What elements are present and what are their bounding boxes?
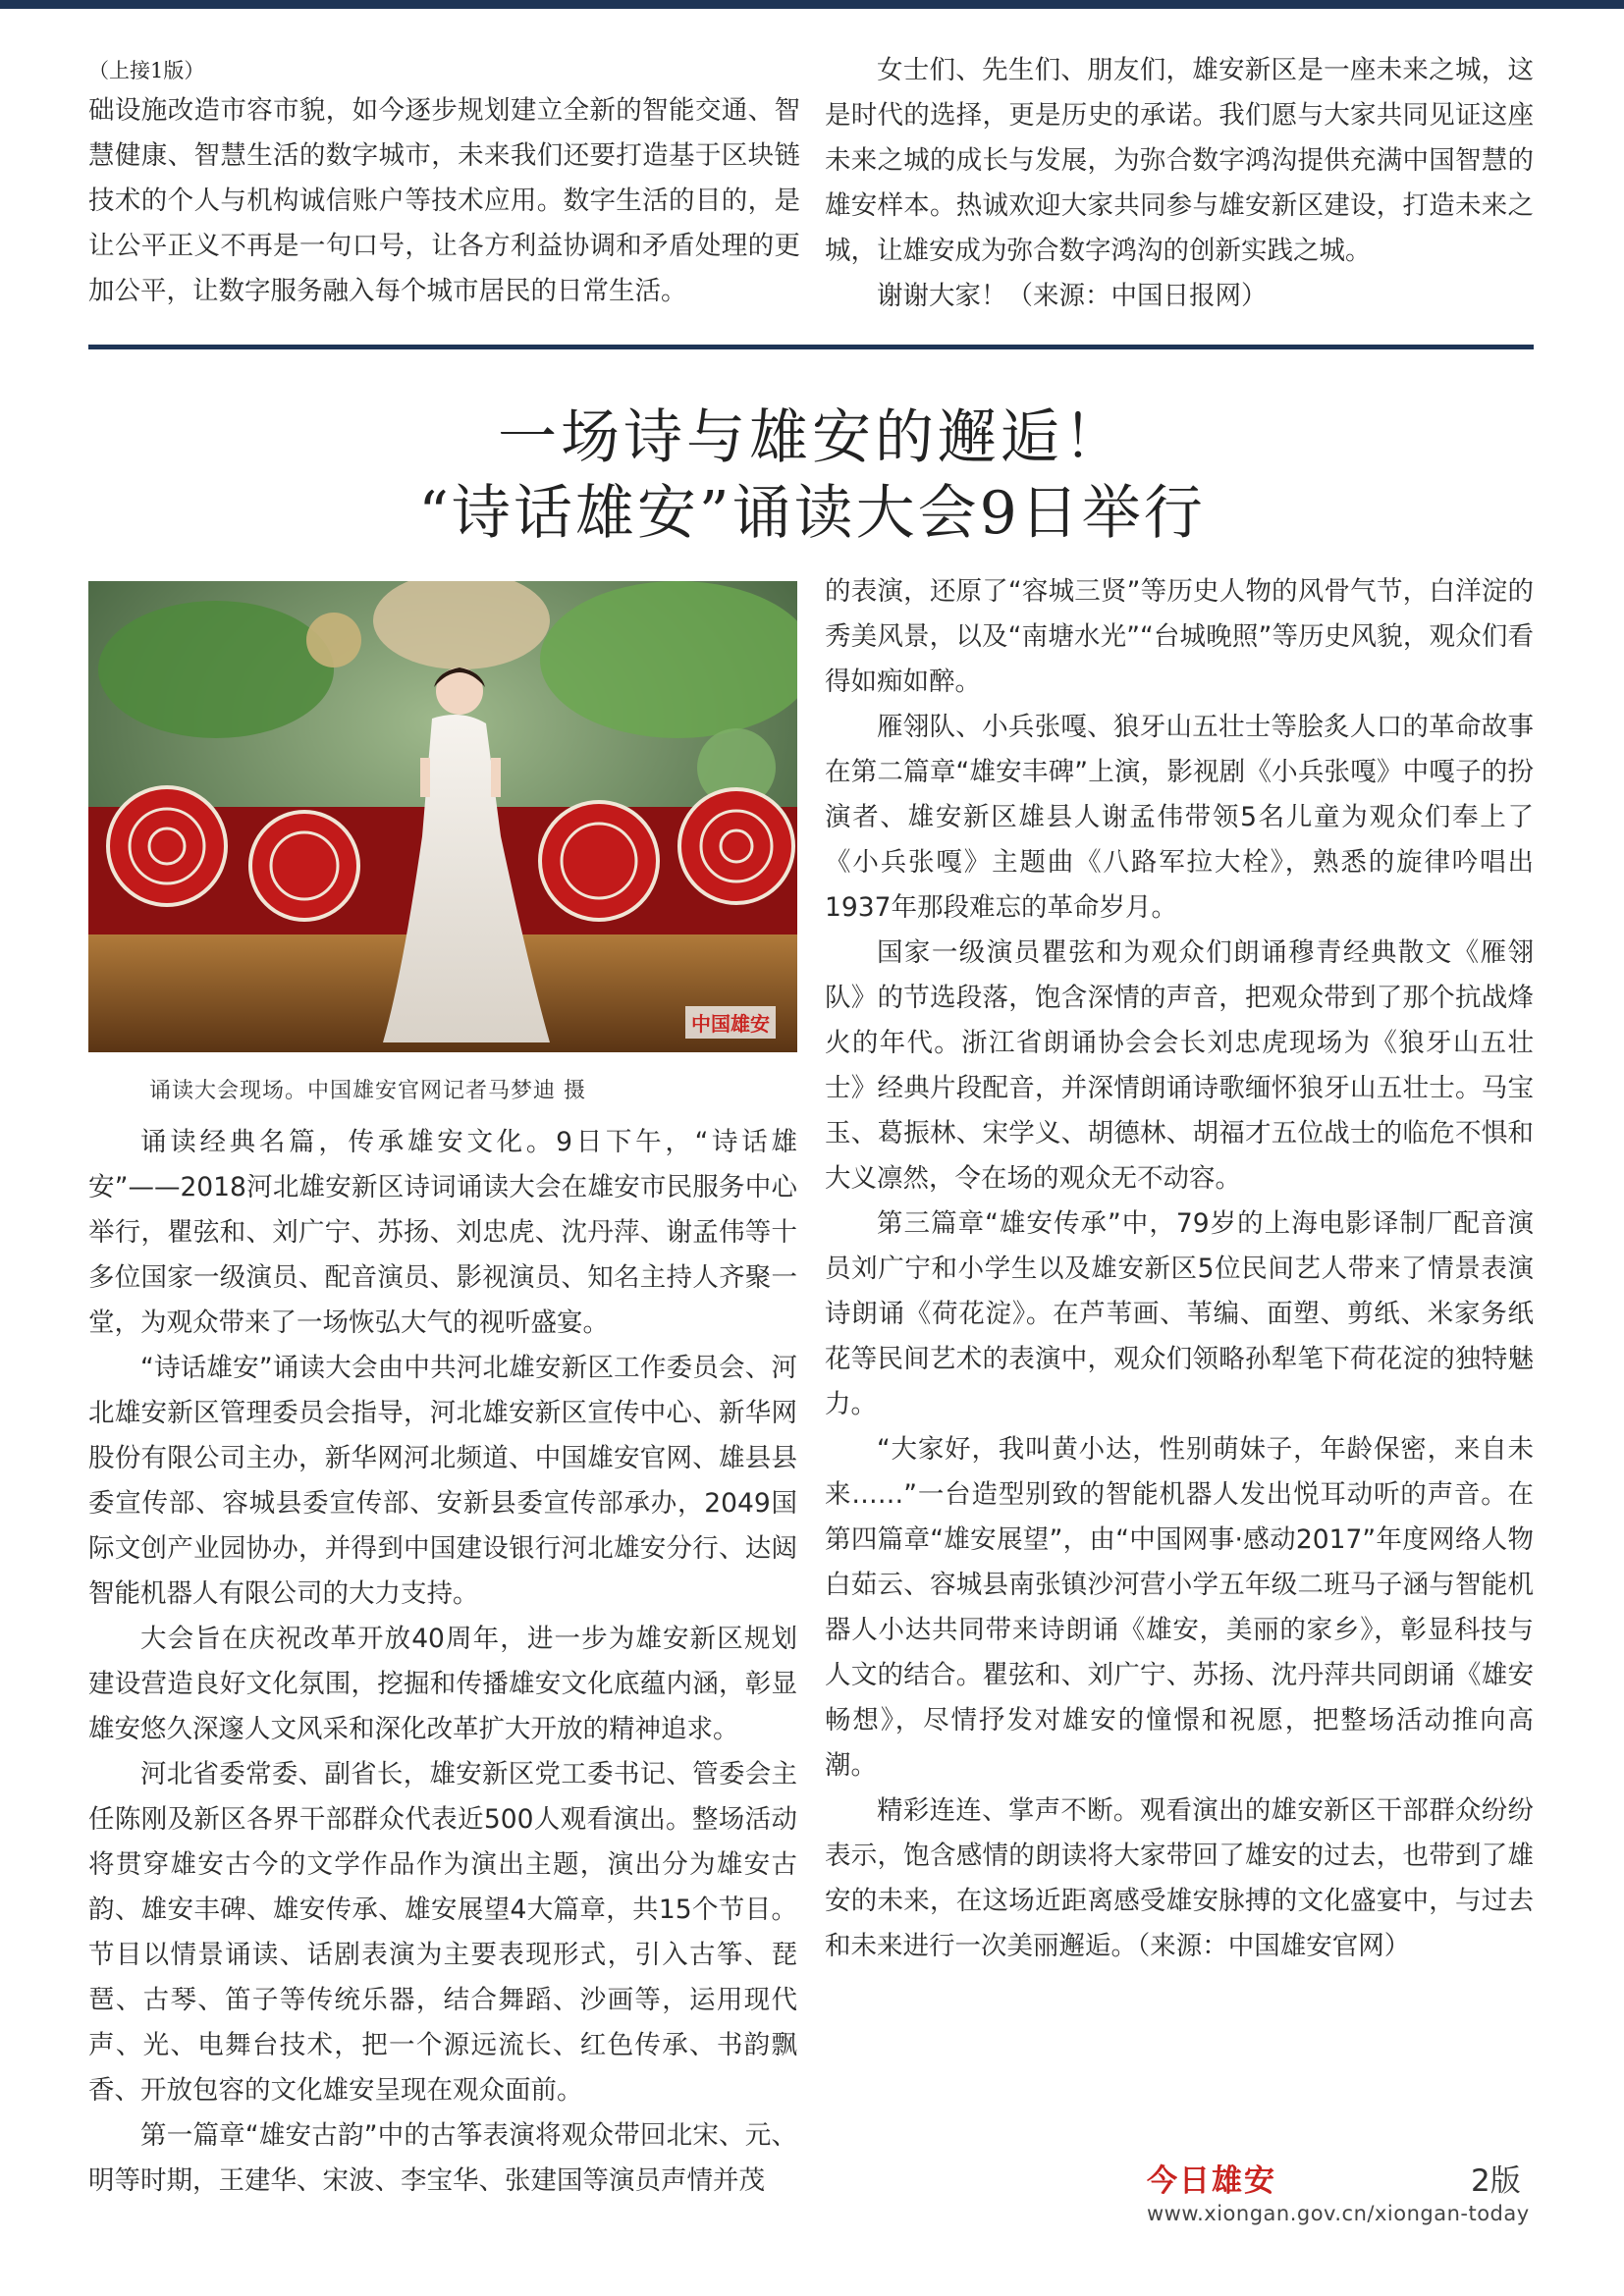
paragraph: 大会旨在庆祝改革开放40周年，进一步为雄安新区规划建设营造良好文化氛围，挖掘和传播雄安文化底蕴内涵，彰显雄安悠久深邃人文风采和深化改革扩大开放的精神追求。	[88, 1624, 797, 1744]
event-photo	[88, 581, 797, 1052]
paragraph: 诵读经典名篇，传承雄安文化。9日下午，“诗话雄安”——2018河北雄安新区诗词诵读大会在雄安市民服务中心举行，瞿弦和、刘广宁、苏扬、刘忠虎、沈丹萍、谢孟伟等十多位国家一级演员、配音演员、影视演员、知名主持人齐聚一堂，为观众带来了一场恢弘大气的视听盛宴。	[88, 1127, 797, 1338]
paragraph: 女士们、先生们、朋友们，雄安新区是一座未来之城，这是时代的选择，更是历史的承诺。我们愿与大家共同见证这座未来之城的成长与发展，为弥合数字鸿沟提供充满中国智慧的雄安样本。热诚欢迎大家共同参与雄安新区建设，打造未来之城，让雄安成为弥合数字鸿沟的创新实践之城。	[825, 55, 1534, 266]
article-right-column	[825, 569, 1534, 1969]
stage-illustration	[88, 581, 797, 1052]
paragraph: 国家一级演员瞿弦和为观众们朗诵穆青经典散文《雁翎队》的节选段落，饱含深情的声音，把观众带到了那个抗战烽火的年代。浙江省朗诵协会会长刘忠虎现场为《狼牙山五壮士》经典片段配音，并深情朗诵诗歌缅怀狼牙山五壮士。马宝玉、葛振林、宋学义、胡德林、胡福才五位战士的临危不惧和大义凛然，令在场的观众无不动容。	[825, 937, 1534, 1194]
paragraph: “诗话雄安”诵读大会由中共河北雄安新区工作委员会、河北雄安新区管理委员会指导，河北雄安新区宣传中心、新华网股份有限公司主办，新华网河北频道、中国雄安官网、雄县县委宣传部、容城县委宣传部、安新县委宣传部承办，2049国际文创产业园协办，并得到中国建设银行河北雄安分行、达闼智能机器人有限公司的大力支持。	[88, 1353, 797, 1609]
top-color-bar	[0, 0, 1624, 9]
paragraph: 谢谢大家！（来源：中国日报网）	[877, 281, 1268, 311]
article-left-column	[88, 1120, 797, 2204]
page-number: 2版	[1471, 2163, 1521, 2199]
paragraph: 础设施改造市容市貌，如今逐步规划建立全新的智能交通、智慧健康、智慧生活的数字城市，未来我们还要打造基于区块链技术的个人与机构诚信账户等技术应用。数字生活的目的，是让公平正义不再是一句口号，让各方利益协调和矛盾处理的更加公平，让数字服务融入每个城市居民的日常生活。	[88, 95, 800, 306]
footer-url[interactable]: www.xiongan.gov.cn/xiongan-today	[1147, 2202, 1530, 2225]
paragraph: 第一篇章“雄安古韵”中的古筝表演将观众带回北宋、元、明等时期，王建华、宋波、李宝华、张建国等演员声情并茂	[88, 2120, 797, 2196]
photo-watermark: 中国雄安	[685, 1006, 776, 1039]
previous-article-tail	[88, 88, 800, 314]
section-divider	[88, 345, 1534, 349]
previous-article-closing	[825, 48, 1534, 319]
paragraph: “大家好，我叫黄小达，性别萌妹子，年龄保密，来自未来……”一台造型别致的智能机器人发出悦耳动听的声音。在第四篇章“雄安展望”，由“中国网事·感动2017”年度网络人物白茹云、容城县南张镇沙河营小学五年级二班马子涵与智能机器人小达共同带来诗朗诵《雄安，美丽的家乡》，彰显科技与人文的结合。瞿弦和、刘广宁、苏扬、沈丹萍共同朗诵《雄安畅想》，尽情抒发对雄安的憧憬和祝愿，把整场活动推向高潮。	[825, 1434, 1534, 1781]
footer-brand: 今日雄安	[1147, 2163, 1276, 2199]
paragraph: 河北省委常委、副省长，雄安新区党工委书记、管委会主任陈刚及新区各界干部群众代表近500人观看演出。整场活动将贯穿雄安古今的文学作品作为演出主题，演出分为雄安古韵、雄安丰碑、雄安传承、雄安展望4大篇章，共15个节目。节目以情景诵读、话剧表演为主要表现形式，引入古筝、琵琶、古琴、笛子等传统乐器，结合舞蹈、沙画等，运用现代声、光、电舞台技术，把一个源远流长、红色传承、书韵飘香、开放包容的文化雄安呈现在观众面前。	[88, 1759, 797, 2106]
paragraph: 第三篇章“雄安传承”中，79岁的上海电影译制厂配音演员刘广宁和小学生以及雄安新区5位民间艺人带来了情景表演诗朗诵《荷花淀》。在芦苇画、苇编、面塑、剪纸、米家务纸花等民间艺术的表演中，观众们领略孙犁笔下荷花淀的独特魅力。	[825, 1208, 1534, 1419]
continued-label: （上接1版）	[88, 59, 205, 82]
article-title-line2: “诗话雄安”诵读大会9日举行	[418, 479, 1206, 548]
paragraph: 雁翎队、小兵张嘎、狼牙山五壮士等脍炙人口的革命故事在第二篇章“雄安丰碑”上演，影视剧《小兵张嘎》中嘎子的扮演者、雄安新区雄县人谢孟伟带领5名儿童为观众们奉上了《小兵张嘎》主题曲《八路军拉大栓》，熟悉的旋律吟唱出1937年那段难忘的革命岁月。	[825, 712, 1534, 923]
paragraph: 精彩连连、掌声不断。观看演出的雄安新区干部群众纷纷表示，饱含感情的朗读将大家带回了雄安的过去，也带到了雄安的未来，在这场近距离感受雄安脉搏的文化盛宴中，与过去和未来进行一次美丽邂逅。（来源：中国雄安官网）	[825, 1795, 1534, 1961]
article-title-line1: 一场诗与雄安的邂逅！	[498, 403, 1126, 472]
paragraph: 的表演，还原了“容城三贤”等历史人物的风骨气节，白洋淀的秀美风景，以及“南塘水光”“台城晚照”等历史风貌，观众们看得如痴如醉。	[825, 576, 1534, 697]
photo-caption: 诵读大会现场。中国雄安官网记者马梦迪 摄	[149, 1079, 586, 1103]
